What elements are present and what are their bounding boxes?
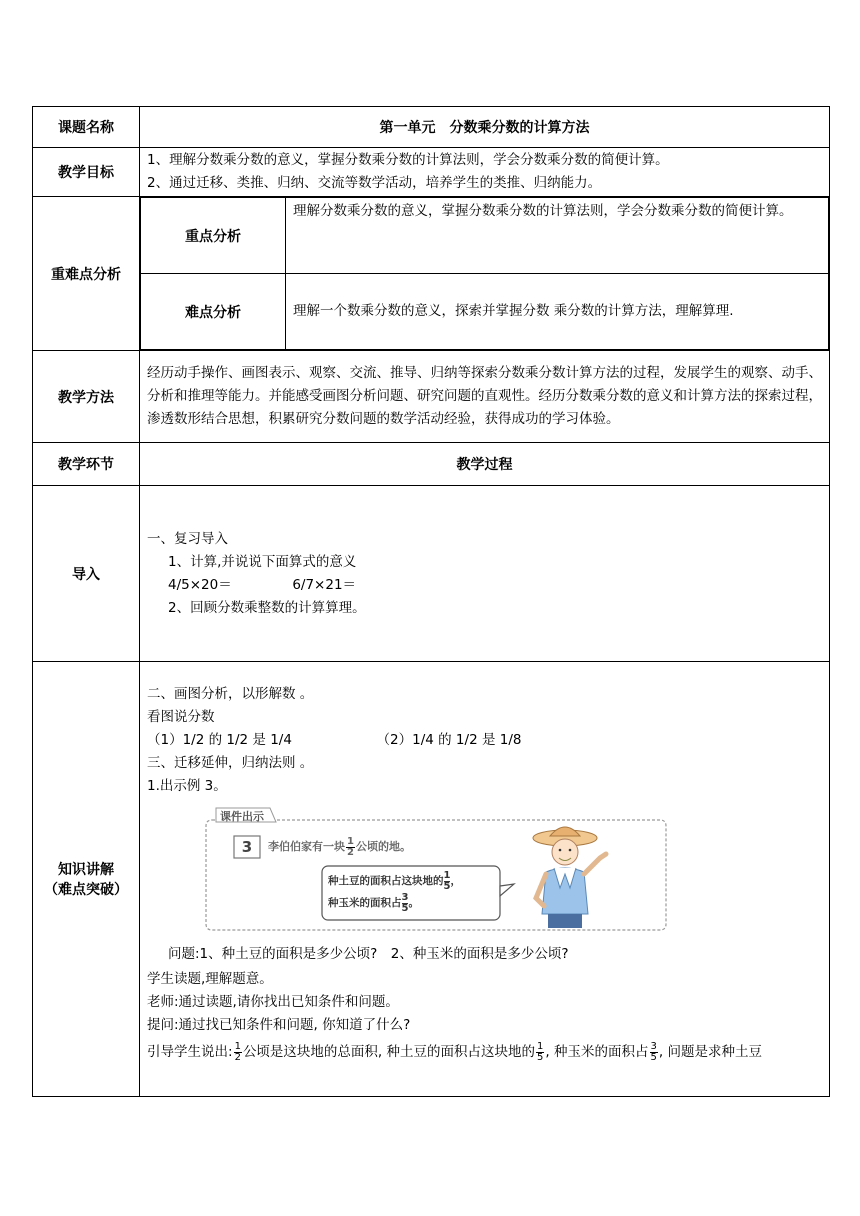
farmer-illustration-icon <box>520 818 610 930</box>
difficulty-text: 理解一个数乘分数的意义，探索并掌握分数 乘分数的计算方法，理解算理. <box>293 303 734 319</box>
bubble-line-2: 种玉米的面积占 <box>328 897 402 909</box>
problem-post: 公顷的地。 <box>355 840 411 853</box>
example-number: 3 <box>241 838 253 856</box>
tag-label: 课件出示 <box>220 810 264 823</box>
row-keypoints <box>33 197 830 351</box>
row-method <box>33 351 830 443</box>
topic-value: 第一单元 分数乘分数的计算方法 <box>140 107 830 148</box>
guide-fraction-fifth: $\frac{1}{5}$ <box>537 1040 544 1063</box>
problem-pre: 李伯伯家有一块 <box>268 840 345 853</box>
goals-label: 教学目标 <box>33 148 140 197</box>
guide-fraction-three-fifths: $\frac{3}{5}$ <box>650 1040 657 1063</box>
after-line-3: 提问:通过找已知条件和问题, 你知道了什么? <box>147 1017 411 1033</box>
bubble-line-1: 种土豆的面积占这块地的 <box>328 875 444 887</box>
lesson-plan-table <box>32 106 830 1097</box>
key-label: 重点分析 <box>141 198 286 274</box>
speech-bubble: 种土豆的面积占这块地的 $\frac{1}{5}$ ， 种玉米的面积占 $\frac{3}{5}$ 。 <box>328 869 461 914</box>
keypoints-label: 重难点分析 <box>33 197 140 351</box>
method-label: 教学方法 <box>33 351 140 443</box>
example-problem <box>268 834 411 860</box>
equation-1: 4/5×20＝ <box>168 576 232 593</box>
difficulty-label: 难点分析 <box>141 274 286 350</box>
goal-line-2: 2、通过迁移、类推、归纳、交流等数学活动，培养学生的类推、归纳能力。 <box>147 175 602 191</box>
knowledge-line-1: 二、画图分析，以形解数 。 <box>147 686 314 702</box>
knowledge-label-line-1: 知识讲解 <box>58 862 114 878</box>
row-topic <box>33 107 830 148</box>
goal-line-1: 1、理解分数乘分数的意义，掌握分数乘分数的计算法则，学会分数乘分数的简便计算。 <box>147 152 669 168</box>
fraction-statement-1: （1）1/2 的 1/2 是 1/4 <box>147 732 292 748</box>
row-intro <box>33 486 830 662</box>
intro-equations <box>140 574 829 597</box>
knowledge-label <box>33 662 140 1097</box>
process-title: 教学过程 <box>140 443 830 486</box>
guide-line: 引导学生说出: $\frac{1}{2}$ 公顷是这块地的总面积, 种土豆的面积占这块地的 $\frac{1}{5}$ , 种玉米的面积占 $\frac{3}{5}$ , 问题是求种土豆 <box>147 1040 762 1063</box>
goals-content <box>140 148 830 197</box>
knowledge-label-line-2: （难点突破） <box>44 882 128 898</box>
intro-item-2: 2、回顾分数乘整数的计算算理。 <box>168 599 366 616</box>
equation-2: 6/7×21＝ <box>292 576 357 593</box>
example-illustration <box>204 806 670 932</box>
row-goals <box>33 148 830 197</box>
process-stage-label: 教学环节 <box>33 443 140 486</box>
intro-heading: 一、复习导入 <box>147 530 228 547</box>
key-text: 理解分数乘分数的意义，掌握分数乘分数的计算法则，学会分数乘分数的简便计算。 <box>293 203 793 219</box>
bubble-fraction-fifth: $\frac{1}{5}$ <box>443 869 451 892</box>
knowledge-fractions <box>140 729 829 752</box>
guide-fraction-half: $\frac{1}{2}$ <box>234 1040 241 1063</box>
row-process-header <box>33 443 830 486</box>
problem-question: 问题:1、种土豆的面积是多少公顷? 2、种玉米的面积是多少公顷? <box>168 946 569 962</box>
after-line-2: 老师:通过读题,请你找出已知条件和问题。 <box>147 994 399 1010</box>
half-fraction: $\frac{1}{2}$ <box>347 835 354 858</box>
intro-item-1: 1、计算,并说说下面算式的意义 <box>168 553 357 570</box>
row-knowledge <box>33 662 830 1097</box>
method-text: 经历动手操作、画图表示、观察、交流、推导、归纳等探索分数乘分数计算方法的过程，发展学生的观察、动手、分析和推理等能力。并能感受画图分析问题、研究问题的直观性。经历分数乘分数的意义和计算方法的探索过程，渗透数形结合思想，积累研究分数问题的数学活动经验，获得成功的学习体验。 <box>147 365 822 427</box>
intro-label: 导入 <box>33 486 140 662</box>
knowledge-line-5: 1.出示例 3。 <box>147 778 227 794</box>
topic-label: 课题名称 <box>33 107 140 148</box>
knowledge-line-4: 三、迁移延伸，归纳法则 。 <box>147 755 314 771</box>
bubble-fraction-three-fifths: $\frac{3}{5}$ <box>401 891 409 914</box>
after-line-1: 学生读题,理解题意。 <box>147 971 273 987</box>
keypoints-inner <box>140 197 829 350</box>
knowledge-line-2: 看图说分数 <box>147 709 215 725</box>
fraction-statement-2: （2）1/4 的 1/2 是 1/8 <box>376 732 522 748</box>
